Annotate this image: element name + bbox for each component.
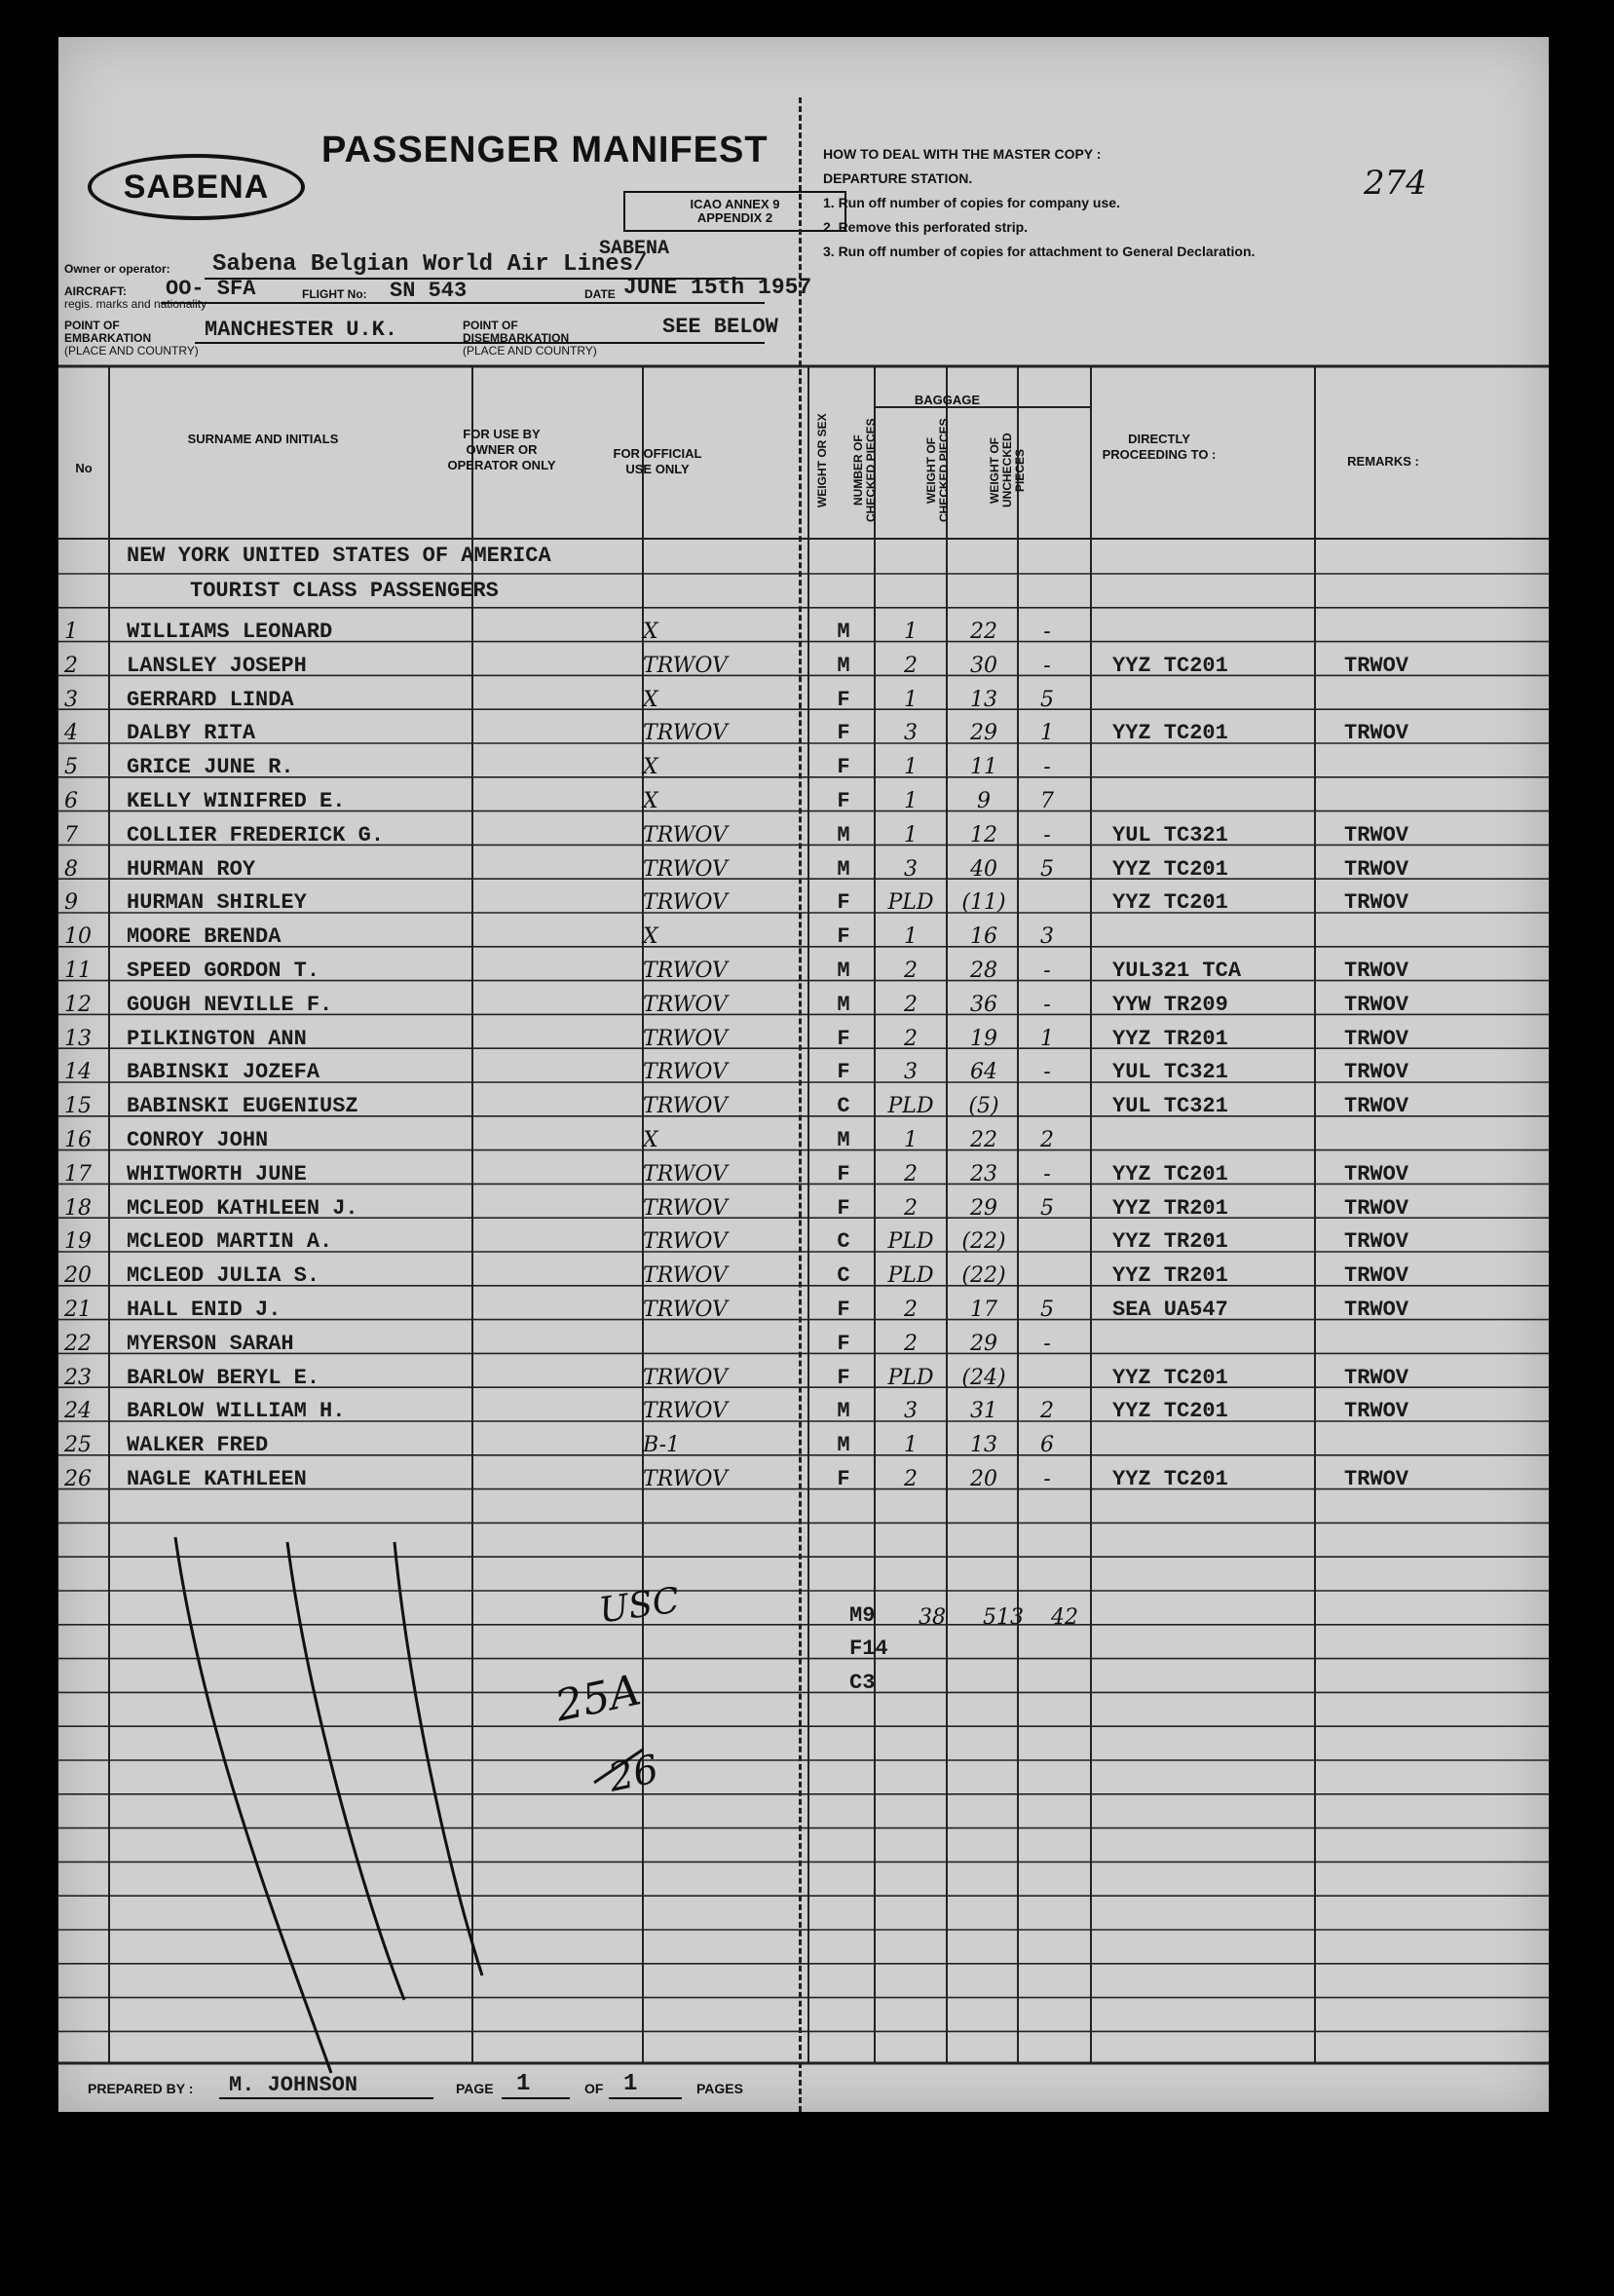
cell-official-mark: TRWOV — [643, 1263, 728, 1289]
cell-checked-pieces: 1 — [904, 1433, 918, 1458]
embark-value: MANCHESTER U.K. — [205, 318, 398, 342]
section-class: TOURIST CLASS PASSENGERS — [190, 579, 499, 603]
cell-sex: C — [837, 1229, 850, 1255]
cell-unchecked-weight: - — [1043, 959, 1051, 983]
cell-sex: F — [837, 755, 850, 780]
cell-no: 23 — [64, 1365, 92, 1390]
cell-sex: M — [837, 620, 850, 644]
cell-no: 17 — [64, 1161, 92, 1186]
icao-line-1: ICAO ANNEX 9 — [690, 197, 780, 211]
cell-passenger-name: BABINSKI JOZEFA — [127, 1060, 320, 1085]
handwritten-note-usc: USC — [596, 1580, 682, 1632]
handwritten-strokes — [58, 37, 1549, 2112]
cell-passenger-name: NAGLE KATHLEEN — [127, 1467, 307, 1491]
cell-passenger-name: MCLEOD KATHLEEN J. — [127, 1195, 358, 1221]
cell-checked-weight: 22 — [970, 1128, 997, 1152]
cell-no: 2 — [64, 653, 78, 678]
cell-proceeding-to: YYZ TR201 — [1112, 1026, 1228, 1051]
embark-sub-label: (PLACE AND COUNTRY) — [64, 344, 199, 358]
cell-passenger-name: PILKINGTON ANN — [127, 1026, 307, 1051]
page-value: 1 — [516, 2071, 531, 2097]
prepared-by-rule — [219, 2097, 433, 2099]
cell-sex: F — [837, 1060, 850, 1085]
cell-checked-weight: 20 — [970, 1467, 997, 1491]
cell-remarks: TRWOV — [1344, 1026, 1409, 1051]
cell-proceeding-to: YUL TC321 — [1112, 1094, 1228, 1119]
cell-official-mark: TRWOV — [643, 822, 728, 847]
cell-passenger-name: COLLIER FREDERICK G. — [127, 822, 385, 847]
col-header-remarks: REMARKS : — [1347, 454, 1419, 469]
cell-unchecked-weight: - — [1043, 620, 1051, 644]
cell-passenger-name: LANSLEY JOSEPH — [127, 653, 307, 678]
cell-remarks: TRWOV — [1344, 1229, 1409, 1255]
document-title: PASSENGER MANIFEST — [321, 130, 769, 170]
cell-checked-weight: 23 — [970, 1161, 997, 1186]
cell-sex: M — [837, 1433, 850, 1458]
cell-sex: F — [837, 1467, 850, 1491]
cell-passenger-name: SPEED GORDON T. — [127, 959, 320, 983]
cell-official-mark: TRWOV — [643, 1060, 728, 1085]
col-header-num-checked: NUMBER OF CHECKED PIECES — [851, 418, 878, 523]
cell-checked-pieces: 3 — [904, 1060, 918, 1085]
cell-no: 22 — [64, 1331, 92, 1356]
cell-official-mark: TRWOV — [643, 1467, 728, 1491]
cell-checked-pieces: 1 — [904, 755, 918, 780]
cell-checked-pieces: 1 — [904, 620, 918, 644]
cell-checked-pieces: 1 — [904, 687, 918, 712]
cell-no: 16 — [64, 1128, 92, 1152]
cell-passenger-name: MYERSON SARAH — [127, 1331, 294, 1356]
cell-remarks: TRWOV — [1344, 1298, 1409, 1322]
cell-official-mark: X — [643, 687, 658, 712]
flight-value: SN 543 — [390, 279, 468, 303]
cell-official-mark: TRWOV — [643, 1229, 728, 1255]
cell-remarks: TRWOV — [1344, 959, 1409, 983]
cell-checked-weight: (22) — [961, 1229, 1006, 1255]
cell-unchecked-weight: - — [1043, 1060, 1051, 1085]
cell-remarks: TRWOV — [1344, 1161, 1409, 1186]
cell-unchecked-weight: - — [1043, 1331, 1051, 1356]
cell-checked-pieces: 1 — [904, 822, 918, 847]
cell-remarks: TRWOV — [1344, 1399, 1409, 1424]
cell-sex: M — [837, 1128, 850, 1152]
cell-official-mark: TRWOV — [643, 1026, 728, 1051]
cell-passenger-name: HURMAN ROY — [127, 856, 256, 882]
cell-checked-pieces: 1 — [904, 924, 918, 950]
col-header-baggage: BAGGAGE — [914, 393, 981, 407]
cell-sex: M — [837, 856, 850, 882]
cell-remarks: TRWOV — [1344, 721, 1409, 746]
date-value: JUNE 15th 1957 — [623, 275, 812, 300]
instruction-line: HOW TO DEAL WITH THE MASTER COPY : — [823, 146, 1102, 162]
cell-proceeding-to: YUL TC321 — [1112, 1060, 1228, 1085]
cell-remarks: TRWOV — [1344, 890, 1409, 916]
date-label: DATE — [584, 287, 616, 301]
cell-no: 5 — [64, 755, 78, 780]
cell-official-mark: TRWOV — [643, 721, 728, 746]
cell-sex: M — [837, 959, 850, 983]
cell-unchecked-weight: 5 — [1040, 856, 1054, 882]
cell-no: 14 — [64, 1060, 92, 1085]
cell-passenger-name: BARLOW BERYL E. — [127, 1365, 320, 1390]
cell-official-mark: TRWOV — [643, 1365, 728, 1390]
cell-proceeding-to: YYZ TC201 — [1112, 1161, 1228, 1186]
cell-official-mark: TRWOV — [643, 1195, 728, 1221]
cell-proceeding-to: YYZ TR201 — [1112, 1195, 1228, 1221]
cell-checked-weight: 29 — [970, 1331, 997, 1356]
cell-no: 8 — [64, 856, 78, 882]
cell-remarks: TRWOV — [1344, 1094, 1409, 1119]
cell-official-mark: X — [643, 1128, 658, 1152]
col-header-surname: SURNAME AND INITIALS — [187, 432, 339, 446]
cell-sex: F — [837, 890, 850, 916]
cell-sex: M — [837, 992, 850, 1017]
cell-official-mark: TRWOV — [643, 1094, 728, 1119]
cell-checked-pieces: PLD — [887, 1365, 934, 1390]
cell-sex: F — [837, 1195, 850, 1221]
cell-unchecked-weight: - — [1043, 755, 1051, 780]
cell-proceeding-to: SEA UA547 — [1112, 1298, 1228, 1322]
of-label: OF — [584, 2081, 604, 2096]
cell-unchecked-weight: - — [1043, 822, 1051, 847]
cell-passenger-name: KELLY WINIFRED E. — [127, 789, 346, 813]
cell-proceeding-to: YYZ TC201 — [1112, 1399, 1228, 1424]
cell-sex: F — [837, 1331, 850, 1356]
aircraft-label: AIRCRAFT: — [64, 284, 127, 298]
archive-page-number: 274 — [1364, 164, 1427, 203]
cell-no: 4 — [64, 721, 78, 746]
cell-remarks: TRWOV — [1344, 1467, 1409, 1491]
total-sex-c: C3 — [849, 1671, 876, 1695]
cell-no: 24 — [64, 1399, 92, 1424]
fraction-slash — [594, 1750, 643, 1783]
flight-label: FLIGHT No: — [302, 287, 367, 301]
cell-unchecked-weight: - — [1043, 653, 1051, 678]
cell-unchecked-weight: 1 — [1040, 1026, 1054, 1051]
cell-remarks: TRWOV — [1344, 1060, 1409, 1085]
cell-no: 26 — [64, 1467, 92, 1491]
manifest-sheet — [58, 37, 1549, 2112]
cell-no: 7 — [64, 822, 78, 847]
disembark-label: POINT OF DISEMBARKATION — [463, 319, 570, 345]
cell-no: 18 — [64, 1195, 92, 1221]
cell-no: 12 — [64, 992, 92, 1017]
cell-unchecked-weight: - — [1043, 992, 1051, 1017]
handwritten-note-26: 26 — [604, 1747, 663, 1801]
disembark-sub-label: (PLACE AND COUNTRY) — [463, 344, 597, 358]
instruction-line: DEPARTURE STATION. — [823, 170, 973, 186]
operator-value-2: SABENA — [599, 238, 670, 260]
col-header-wt-checked: WEIGHT OF CHECKED PIECES — [924, 418, 951, 523]
embark-label: POINT OF EMBARKATION — [64, 319, 152, 345]
cell-passenger-name: WHITWORTH JUNE — [127, 1161, 307, 1186]
cell-proceeding-to: YYZ TC201 — [1112, 890, 1228, 916]
cell-checked-weight: (22) — [961, 1263, 1006, 1289]
cell-checked-weight: 30 — [970, 653, 997, 678]
cell-official-mark: TRWOV — [643, 1298, 728, 1322]
cell-checked-pieces: PLD — [887, 890, 934, 916]
col-header-proceeding: DIRECTLY PROCEEDING TO : — [1102, 432, 1217, 462]
cell-checked-weight: 19 — [970, 1026, 997, 1051]
cell-checked-weight: 22 — [970, 620, 997, 644]
cell-unchecked-weight: 2 — [1040, 1128, 1054, 1152]
cell-checked-weight: 12 — [970, 822, 997, 847]
cell-no: 20 — [64, 1263, 92, 1289]
of-value: 1 — [623, 2071, 638, 2097]
cell-official-mark: X — [643, 755, 658, 780]
cell-proceeding-to: YYZ TC201 — [1112, 856, 1228, 882]
cell-proceeding-to: YYW TR209 — [1112, 992, 1228, 1017]
cell-official-mark: TRWOV — [643, 1399, 728, 1424]
cell-sex: F — [837, 1365, 850, 1390]
instruction-line: 2. Remove this perforated strip. — [823, 219, 1029, 235]
cell-passenger-name: MOORE BRENDA — [127, 924, 282, 950]
prepared-by-value: M. JOHNSON — [229, 2073, 358, 2097]
aircraft-sub-label: regis. marks and nationality — [64, 297, 207, 311]
operator-value: Sabena Belgian World Air Lines/ — [212, 251, 648, 278]
cell-no: 19 — [64, 1229, 92, 1255]
cell-no: 15 — [64, 1094, 92, 1119]
cell-checked-pieces: 2 — [904, 1298, 918, 1322]
cell-unchecked-weight: 5 — [1040, 687, 1054, 712]
cell-checked-pieces: 2 — [904, 1331, 918, 1356]
cell-proceeding-to: YUL321 TCA — [1112, 959, 1242, 983]
pages-label: PAGES — [696, 2081, 743, 2096]
cell-checked-pieces: PLD — [887, 1229, 934, 1255]
sabena-logo: SABENA — [88, 154, 305, 220]
cell-checked-pieces: 1 — [904, 789, 918, 813]
cell-checked-pieces: 2 — [904, 992, 918, 1017]
prepared-by-label: PREPARED BY : — [88, 2081, 194, 2096]
instruction-line: 1. Run off number of copies for company use. — [823, 195, 1120, 210]
cell-official-mark: TRWOV — [643, 1161, 728, 1186]
cell-checked-pieces: 3 — [904, 721, 918, 746]
cell-checked-pieces: PLD — [887, 1094, 934, 1119]
cell-checked-pieces: 1 — [904, 1128, 918, 1152]
cell-checked-weight: (5) — [968, 1094, 999, 1119]
cell-unchecked-weight: 6 — [1040, 1433, 1054, 1458]
total-checked-weight: 513 — [983, 1605, 1024, 1630]
cell-proceeding-to: YYZ TR201 — [1112, 1263, 1228, 1289]
instruction-line: 3. Run off number of copies for attachment to General Declaration. — [823, 244, 1256, 259]
cell-checked-weight: 13 — [970, 1433, 997, 1458]
cell-checked-weight: 29 — [970, 1195, 997, 1221]
cell-checked-weight: 64 — [970, 1060, 997, 1085]
total-checked-pieces: 38 — [919, 1605, 946, 1630]
cell-no: 13 — [64, 1026, 92, 1051]
cell-official-mark: X — [643, 620, 658, 644]
cell-checked-weight: 31 — [970, 1399, 997, 1424]
cell-checked-pieces: 3 — [904, 856, 918, 882]
cell-passenger-name: WILLIAMS LEONARD — [127, 620, 333, 644]
cell-passenger-name: GERRARD LINDA — [127, 687, 294, 712]
cell-passenger-name: MCLEOD JULIA S. — [127, 1263, 320, 1289]
cell-proceeding-to: YYZ TR201 — [1112, 1229, 1228, 1255]
section-destination: NEW YORK UNITED STATES OF AMERICA — [127, 544, 551, 568]
strike-stroke — [394, 1542, 482, 1976]
cell-remarks: TRWOV — [1344, 856, 1409, 882]
disembark-value: SEE BELOW — [662, 315, 778, 339]
cell-no: 11 — [64, 959, 92, 983]
total-unchecked-weight: 42 — [1051, 1605, 1078, 1630]
cell-checked-pieces: 2 — [904, 959, 918, 983]
cell-unchecked-weight: - — [1043, 1467, 1051, 1491]
cell-passenger-name: DALBY RITA — [127, 721, 256, 746]
cell-checked-pieces: PLD — [887, 1263, 934, 1289]
icao-line-2: APPENDIX 2 — [696, 210, 773, 225]
cell-remarks: TRWOV — [1344, 653, 1409, 678]
col-header-no: No — [75, 461, 93, 475]
cell-official-mark: X — [643, 924, 658, 950]
cell-passenger-name: HURMAN SHIRLEY — [127, 890, 307, 916]
cell-official-mark: TRWOV — [643, 992, 728, 1017]
cell-checked-weight: 16 — [970, 924, 997, 950]
cell-official-mark: TRWOV — [643, 890, 728, 916]
total-sex-m: M9 — [849, 1603, 876, 1628]
cell-no: 21 — [64, 1298, 92, 1322]
cell-checked-pieces: 2 — [904, 1195, 918, 1221]
cell-checked-weight: 29 — [970, 721, 997, 746]
page-label: PAGE — [456, 2081, 494, 2096]
cell-remarks: TRWOV — [1344, 1195, 1409, 1221]
col-header-owner: FOR USE BY OWNER OR OPERATOR ONLY — [447, 427, 556, 472]
cell-remarks: TRWOV — [1344, 822, 1409, 847]
cell-checked-pieces: 2 — [904, 653, 918, 678]
cell-sex: F — [837, 1298, 850, 1322]
cell-checked-weight: 28 — [970, 959, 997, 983]
strike-stroke — [287, 1542, 404, 2000]
cell-unchecked-weight: 5 — [1040, 1195, 1054, 1221]
cell-checked-pieces: 3 — [904, 1399, 918, 1424]
cell-checked-pieces: 2 — [904, 1026, 918, 1051]
cell-unchecked-weight: 1 — [1040, 721, 1054, 746]
cell-passenger-name: HALL ENID J. — [127, 1298, 282, 1322]
cell-remarks: TRWOV — [1344, 992, 1409, 1017]
cell-no: 10 — [64, 924, 92, 950]
page-rule — [502, 2097, 570, 2099]
cell-sex: C — [837, 1094, 850, 1119]
cell-sex: M — [837, 653, 850, 678]
cell-official-mark: TRWOV — [643, 653, 728, 678]
cell-no: 1 — [64, 620, 78, 644]
cell-passenger-name: BARLOW WILLIAM H. — [127, 1399, 346, 1424]
cell-checked-weight: (24) — [961, 1365, 1006, 1390]
cell-passenger-name: GRICE JUNE R. — [127, 755, 294, 780]
total-sex-f: F14 — [849, 1637, 888, 1661]
cell-checked-weight: 17 — [970, 1298, 997, 1322]
cell-passenger-name: MCLEOD MARTIN A. — [127, 1229, 333, 1255]
cell-unchecked-weight: 2 — [1040, 1399, 1054, 1424]
cell-remarks: TRWOV — [1344, 1365, 1409, 1390]
cell-passenger-name: BABINSKI EUGENIUSZ — [127, 1094, 358, 1119]
cell-checked-weight: 13 — [970, 687, 997, 712]
cell-checked-weight: 36 — [970, 992, 997, 1017]
col-header-weight-sex: WEIGHT OR SEX — [815, 413, 829, 508]
cell-unchecked-weight: 3 — [1040, 924, 1054, 950]
strike-stroke — [175, 1537, 331, 2073]
cell-unchecked-weight: 7 — [1040, 789, 1054, 813]
cell-official-mark: TRWOV — [643, 856, 728, 882]
cell-passenger-name: GOUGH NEVILLE F. — [127, 992, 333, 1017]
cell-no: 9 — [64, 890, 78, 916]
cell-sex: F — [837, 789, 850, 813]
cell-proceeding-to: YYZ TC201 — [1112, 721, 1228, 746]
cell-no: 25 — [64, 1433, 92, 1458]
cell-sex: F — [837, 1026, 850, 1051]
col-header-wt-unchecked: WEIGHT OF UNCHECKED PIECES — [988, 433, 1027, 508]
cell-proceeding-to: YYZ TC201 — [1112, 1467, 1228, 1491]
cell-checked-pieces: 2 — [904, 1467, 918, 1491]
cell-unchecked-weight: 5 — [1040, 1298, 1054, 1322]
cell-checked-weight: 9 — [977, 789, 991, 813]
cell-passenger-name: CONROY JOHN — [127, 1128, 269, 1152]
cell-remarks: TRWOV — [1344, 1263, 1409, 1289]
cell-no: 3 — [64, 687, 78, 712]
of-rule — [609, 2097, 682, 2099]
cell-sex: M — [837, 822, 850, 847]
cell-checked-pieces: 2 — [904, 1161, 918, 1186]
aircraft-value: OO- SFA — [166, 277, 256, 301]
cell-proceeding-to: YUL TC321 — [1112, 822, 1228, 847]
operator-label: Owner or operator: — [64, 262, 170, 276]
cell-proceeding-to: YYZ TC201 — [1112, 653, 1228, 678]
cell-sex: F — [837, 721, 850, 746]
cell-unchecked-weight: - — [1043, 1161, 1051, 1186]
handwritten-note-25a: 25A — [550, 1665, 646, 1732]
cell-sex: C — [837, 1263, 850, 1289]
cell-official-mark: B-1 — [643, 1433, 681, 1458]
cell-sex: F — [837, 1161, 850, 1186]
cell-checked-weight: 11 — [970, 755, 997, 780]
cell-passenger-name: WALKER FRED — [127, 1433, 269, 1458]
cell-checked-weight: 40 — [970, 856, 997, 882]
cell-checked-weight: (11) — [961, 890, 1006, 916]
cell-official-mark: TRWOV — [643, 959, 728, 983]
col-header-official: FOR OFFICIAL USE ONLY — [613, 446, 702, 476]
cell-official-mark: X — [643, 789, 658, 813]
cell-sex: F — [837, 924, 850, 950]
cell-sex: F — [837, 687, 850, 712]
cell-no: 6 — [64, 789, 78, 813]
cell-sex: M — [837, 1399, 850, 1424]
cell-proceeding-to: YYZ TC201 — [1112, 1365, 1228, 1390]
